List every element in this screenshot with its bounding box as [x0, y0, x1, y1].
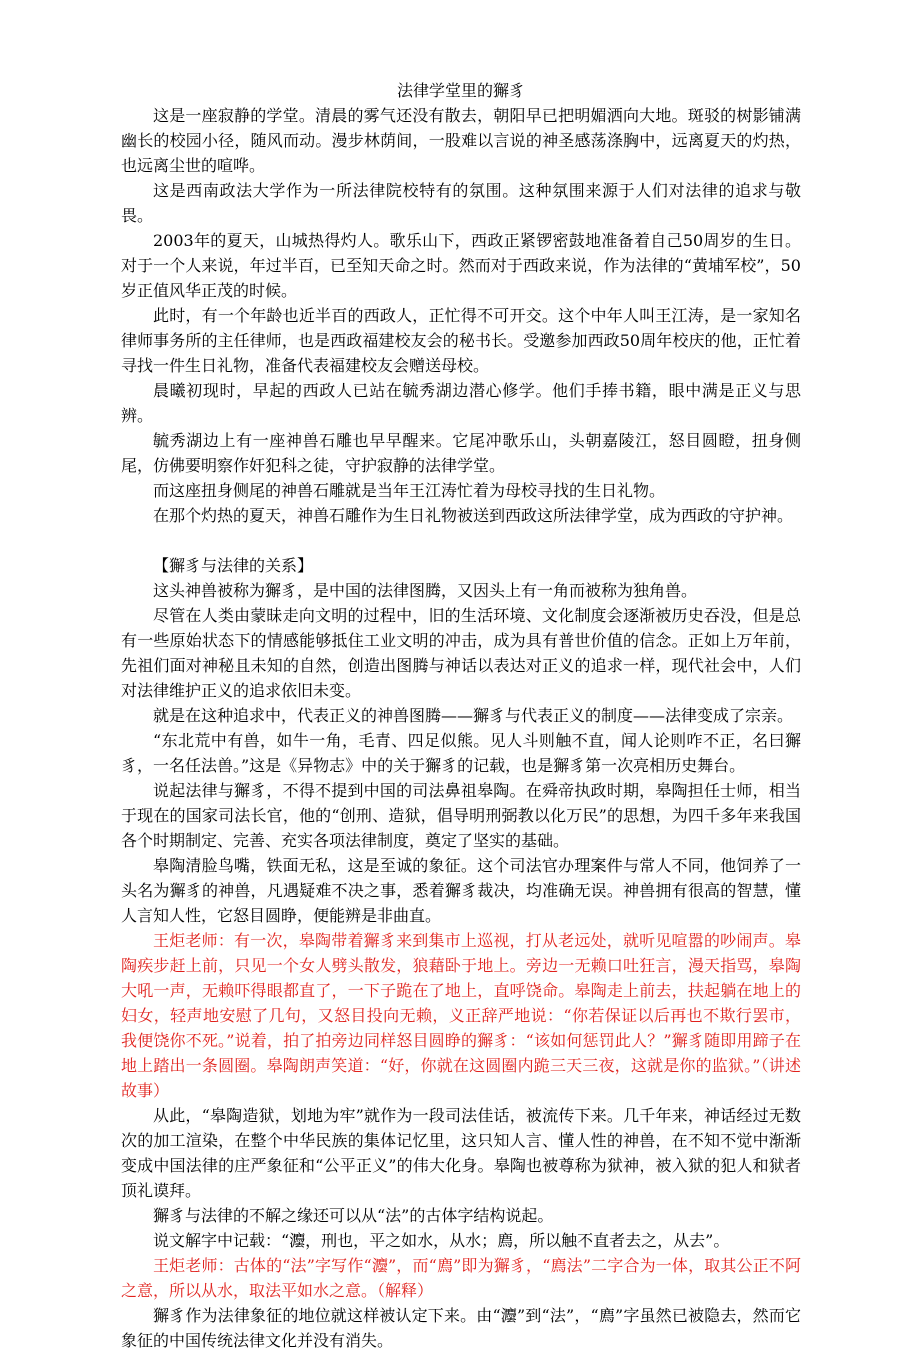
intro-paragraph: 这是西南政法大学作为一所法律院校特有的氛围。这种氛围来源于人们对法律的追求与敬畏。	[121, 181, 801, 225]
section-paragraph: 就是在这种追求中，代表正义的神兽图腾——獬豸与代表正义的制度——法律变成了宗亲。	[153, 706, 794, 725]
document-page	[121, 78, 801, 1353]
section-heading: 【獬豸与法律的关系】	[153, 556, 314, 575]
section-paragraph: 这头神兽被称为獬豸，是中国的法律图腾，又因头上有一角而被称为独角兽。	[153, 581, 698, 600]
intro-paragraph: 此时，有一个年龄也近半百的西政人，正忙得不可开交。这个中年人叫王江涛，是一家知名律师事务所的主任律师，也是西政福建校友会的秘书长。受邀参加西政50周年校庆的他，正忙着寻找一件生日礼物，准备代表福建校友会赠送母校。	[121, 306, 801, 375]
section-paragraph: 獬豸与法律的不解之缘还可以从“法”的古体字结构说起。	[153, 1206, 554, 1225]
intro-paragraph: 在那个灼热的夏天，神兽石雕作为生日礼物被送到西政这所法律学堂，成为西政的守护神。	[153, 506, 794, 525]
section-paragraph: 皋陶清脸鸟嘴，铁面无私，这是至诚的象征。这个司法官办理案件与常人不同，他饲养了一头名为獬豸的神兽，凡遇疑难不决之事，悉着獬豸裁决，均准确无误。神兽拥有很高的智慧，懂人言知人性，它怒目圆睁，便能辨是非曲直。	[121, 856, 801, 925]
document-title: 法律学堂里的獬豸	[396, 81, 525, 100]
intro-paragraph: 2003年的夏天，山城热得灼人。歌乐山下，西政正紧锣密鼓地准备着自己50周岁的生日。对于一个人来说，年过半百，已至知天命之时。然而对于西政来说，作为法律的“黄埔军校”，50岁正值风华正茂的时候。	[121, 231, 801, 300]
intro-paragraph: 晨曦初现时，早起的西政人已站在毓秀湖边潜心修学。他们手捧书籍，眼中满是正义与思辨。	[121, 381, 801, 425]
intro-paragraph: 毓秀湖边上有一座神兽石雕也早早醒来。它尾冲歌乐山，头朝嘉陵江，怒目圆瞪，扭身侧尾，仿佛要明察作奸犯科之徒，守护寂静的法律学堂。	[121, 431, 801, 475]
intro-paragraph: 这是一座寂静的学堂。清晨的雾气还没有散去，朝阳早已把明媚洒向大地。斑驳的树影铺满幽长的校园小径，随风而动。漫步林荫间，一股难以言说的神圣感荡涤胸中，远离夏天的灼热，也远离尘世的喧哗。	[121, 106, 801, 175]
section-paragraph: 说文解字中记载：“灋，刑也，平之如水，从水；廌，所以触不直者去之，从去”。	[153, 1231, 730, 1250]
teacher-note-paragraph: 王炬老师：古体的“法”字写作“灋”，而“廌”即为獬豸，“廌法”二字合为一体，取其公正不阿之意，所以从水，取法平如水之意。（解释）	[121, 1256, 801, 1300]
section-paragraph: 獬豸作为法律象征的地位就这样被认定下来。由“灋”到“法”，“廌”字虽然已被隐去，然而它象征的中国传统法律文化并没有消失。	[121, 1306, 801, 1350]
section-paragraph: 说起法律与獬豸，不得不提到中国的司法鼻祖皋陶。在舜帝执政时期，皋陶担任士师，相当于现在的国家司法长官，他的“创刑、造狱，倡导明刑弼教以化万民”的思想，为四千多年来我国各个时期制定、完善、充实各项法律制度，奠定了坚实的基础。	[121, 781, 801, 850]
section-paragraph: “东北荒中有兽，如牛一角，毛青、四足似熊。见人斗则触不直，闻人论则咋不正，名曰獬豸，一名任法兽。”这是《异物志》中的关于獬豸的记载，也是獬豸第一次亮相历史舞台。	[121, 731, 801, 775]
teacher-note-paragraph: 王炬老师：有一次，皋陶带着獬豸来到集市上巡视，打从老远处，就听见喧嚣的吵闹声。皋陶疾步赶上前，只见一个女人劈头散发，狼藉卧于地上。旁边一无赖口吐狂言，漫天指骂，皋陶大吼一声，无赖吓得眼都直了，一下子跪在了地上，直呼饶命。皋陶走上前去，扶起躺在地上的妇女，轻声地安慰了几句，又怒目投向无赖，义正辞严地说：“你若保证以后再也不欺行罢市，我便饶你不死。”说着，拍了拍旁边同样怒目圆睁的獬豸：“该如何惩罚此人？”獬豸随即用蹄子在地上踏出一条圆圈。皋陶朗声笑道：“好，你就在这圆圈内跪三天三夜，这就是你的监狱。”（讲述故事）	[121, 931, 801, 1100]
section-paragraph: 从此，“皋陶造狱，划地为牢”就作为一段司法佳话，被流传下来。几千年来，神话经过无数次的加工渲染，在整个中华民族的集体记忆里，这只知人言、懂人性的神兽，在不知不觉中渐渐变成中国法律的庄严象征和“公平正义”的伟大化身。皋陶也被尊称为狱神，被入狱的犯人和狱者顶礼谟拜。	[121, 1106, 801, 1200]
intro-paragraph: 而这座扭身侧尾的神兽石雕就是当年王江涛忙着为母校寻找的生日礼物。	[153, 481, 666, 500]
section-paragraph: 尽管在人类由蒙昧走向文明的过程中，旧的生活环境、文化制度会逐渐被历史吞没，但是总有一些原始状态下的情感能够抵住工业文明的冲击，成为具有普世价值的信念。正如上万年前，先祖们面对神秘且未知的自然，创造出图腾与神话以表达对正义的追求一样，现代社会中，人们对法律维护正义的追求依旧未变。	[121, 606, 801, 700]
